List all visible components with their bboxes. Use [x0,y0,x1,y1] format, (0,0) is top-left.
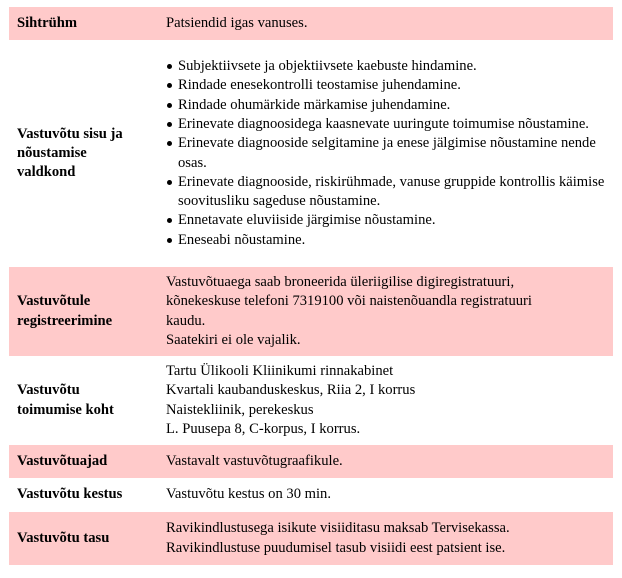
value-line: Ravikindlustusega isikute visiiditasu maksab Tervisekassa. [166,520,510,537]
value-line: kõnekeskuse telefoni 7319100 või naistenõuandla registratuuri [166,293,532,310]
list-item: Eneseabi nõustamine. [178,231,607,250]
list-item: Erinevate diagnooside selgitamine ja enese jälgimise nõustamine nende osas. [178,134,607,173]
value-line: Naistekliinik, perekeskus [166,401,314,418]
label-registration [9,267,166,356]
label-text: valdkond [17,164,76,181]
label-text: Vastuvõtu tasu [17,529,110,546]
value-line: kaudu. [166,312,206,329]
value-line: Tartu Ülikooli Kliinikumi rinnakabinet [166,362,394,379]
label-location [9,356,166,445]
label-duration [9,478,166,512]
value-location [166,356,613,445]
value-registration [166,267,613,356]
value-target-group [166,7,613,40]
service-info-table [9,7,613,565]
value-consultation-content [166,40,613,267]
row-location [9,356,613,445]
label-text: Vastuvõtu [17,382,80,399]
label-text: Sihtrühm [17,14,78,31]
value-line: Vastuvõtu kestus on 30 min. [166,486,331,503]
row-consultation-content [9,40,613,267]
list-item: Rindade enesekontrolli teostamise juhendamine. [178,76,607,95]
label-fee [9,512,166,565]
list-item: Ennetavate eluviiside järgimise nõustamine. [178,211,607,230]
label-consultation-content [9,40,166,267]
label-appointment-times [9,445,166,478]
value-line: Saatekiri ei ole vajalik. [166,331,301,348]
list-item: Erinevate diagnooside, riskirühmade, vanuse gruppide kontrollis käimise soovitusliku sageduse nõustamine. [178,173,607,212]
label-text: Vastuvõtuajad [17,452,108,469]
row-duration [9,478,613,512]
label-text: Vastuvõtule [17,293,91,310]
row-target-group [9,7,613,40]
value-appointment-times [166,445,613,478]
value-line: Ravikindlustuse puudumisel tasub visiidi eest patsient ise. [166,539,506,556]
label-text: toimumise koht [17,401,114,418]
list-item: Subjektiivsete ja objektiivsete kaebuste hindamine. [178,57,607,76]
value-line: Patsiendid igas vanuses. [166,14,308,31]
list-item: Erinevate diagnoosidega kaasnevate uuringute toimumise nõustamine. [178,115,607,134]
row-registration [9,267,613,356]
row-fee [9,512,613,565]
label-target-group [9,7,166,40]
label-text: nõustamise [17,144,87,161]
value-line: Vastavalt vastuvõtugraafikule. [166,452,343,469]
label-text: registreerimine [17,312,113,329]
list-item: Rindade ohumärkide märkamise juhendamine. [178,96,607,115]
value-duration [166,478,613,512]
value-line: L. Puusepa 8, C-korpus, I korrus. [166,420,361,437]
value-fee [166,512,613,565]
label-text: Vastuvõtu kestus [17,486,123,503]
value-line: Vastuvõtuaega saab broneerida üleriigilise digiregistratuuri, [166,273,515,290]
value-line: Kvartali kaubanduskeskus, Riia 2, I korrus [166,382,416,399]
row-appointment-times [9,445,613,478]
label-text: Vastuvõtu sisu ja [17,125,123,142]
consultation-topics-list [166,57,607,250]
